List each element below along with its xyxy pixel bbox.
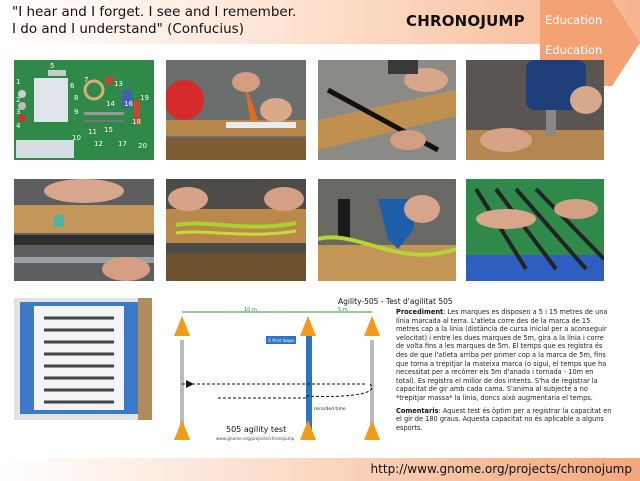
materials-label-8: 8	[74, 94, 79, 102]
materials-label-10: 10	[72, 134, 81, 142]
photo-materials	[14, 60, 154, 160]
diagram-dist-right: 5 m	[338, 307, 348, 313]
materials-label-18: 18	[132, 118, 141, 126]
materials-label-5: 5	[50, 62, 55, 70]
materials-label-11: 11	[88, 128, 97, 136]
diagram-caption: 505 agility test	[226, 425, 287, 434]
agility-diagram	[166, 306, 392, 446]
materials-label-4: 4	[16, 122, 21, 130]
panel-description	[396, 308, 614, 436]
photo-gluing-strips	[14, 179, 154, 281]
photo-cutting-tape	[166, 60, 306, 160]
materials-label-14: 14	[106, 100, 115, 108]
diagram-dist-left: 10 m	[244, 307, 257, 313]
materials-label-12: 12	[94, 140, 103, 148]
materials-label-2: 2	[16, 96, 21, 104]
materials-label-7: 7	[84, 76, 89, 84]
materials-label-6: 6	[70, 82, 75, 90]
materials-label-9: 9	[74, 108, 79, 116]
photo-drilling	[466, 60, 604, 160]
materials-label-20: 20	[138, 142, 147, 150]
quote-line-1: "I hear and I forget. I see and I remember.	[12, 4, 297, 20]
education-tag-2: Education	[545, 43, 603, 57]
materials-label-19: 19	[140, 94, 149, 102]
comments-text: : Aquest test és òptim per a registrar la capacitat en el gir de 180 graus. Aquesta capacitat no és aplicable a alguns esports.	[396, 406, 612, 432]
comments-label: Comentaris	[396, 406, 439, 415]
education-tag: Education	[545, 13, 603, 27]
photo-riveting	[318, 179, 456, 281]
project-url[interactable]: http://www.gnome.org/projects/chronojump	[370, 462, 632, 476]
photo-sawing	[318, 60, 456, 160]
materials-label-16: 16	[124, 100, 133, 108]
photo-finished-mat	[14, 298, 152, 420]
quote-line-2: I do and I understand" (Confucius)	[12, 21, 244, 37]
brand-title: CHRONOJUMP	[406, 12, 525, 30]
photo-laying-mat	[466, 179, 604, 281]
diagram-time-label: recorded time	[314, 407, 346, 412]
photo-wiring	[166, 179, 306, 281]
panel-title: Agility-505 - Test d'agilitat 505	[338, 297, 453, 306]
materials-label-1: 1	[16, 78, 21, 86]
diagram-start-label: 5 first loops	[268, 339, 295, 344]
materials-label-15: 15	[104, 126, 113, 134]
materials-label-13: 13	[114, 80, 123, 88]
materials-label-3: 3	[16, 108, 21, 116]
procedure-label: Procediment	[396, 308, 444, 316]
diagram-caption-url: www.gnome.org/projects/chronojump	[216, 436, 295, 441]
confucius-quote	[12, 4, 352, 38]
procedure-text: : Les marques es disposen a 5 i 15 metres de una línia marcada al terra. L'atleta corre des de la marca de 15 metres cap a la línia (distància de cursa inicial per a aconseguir velocitat) i entre les dues marques de 5m, gira a la línia i corre de volta fins a les marques de 5m. El temps que es registra és des de que l'atleta arriba per primer cop a la marca de 5m, fins que torna a trepitjar la mateixa marca (o sigui, el temps que ha necessitat per a recórrer els 5m d'anada i tornada - 10m en total). Es registra el millor de dos intents. S'ha de registrar la capacitat de gir amb cada cama. S'anima al subjecte a no *trepitjar massa* la línia, doncs això augmentaria el temps.	[396, 308, 608, 402]
materials-label-17: 17	[118, 140, 127, 148]
